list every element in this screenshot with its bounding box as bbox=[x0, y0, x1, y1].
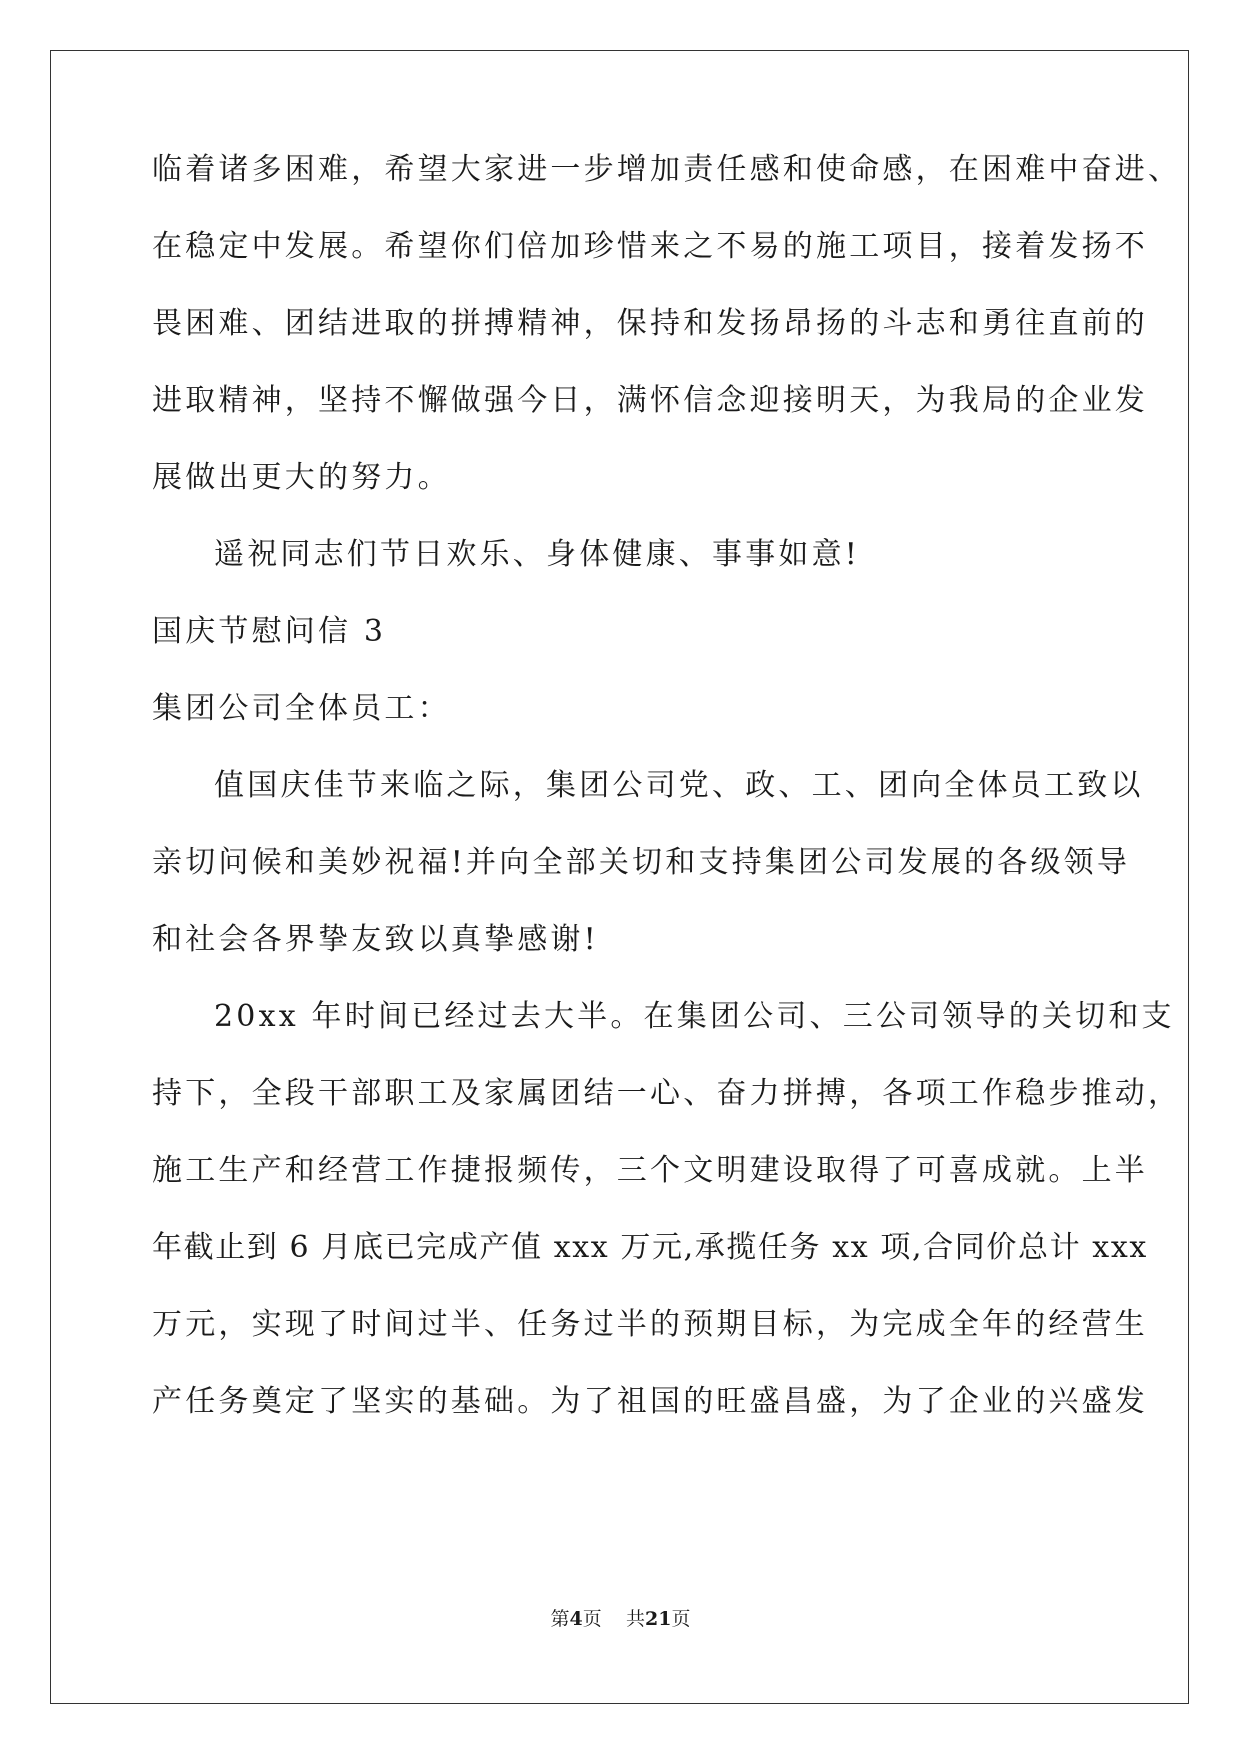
footer-total-prefix: 共 bbox=[625, 1608, 645, 1630]
total-page-count: 21 bbox=[644, 1608, 672, 1630]
footer-total-suffix: 页 bbox=[671, 1608, 691, 1630]
body-line-14: 施工生产和经营工作捷报频传，三个文明建设取得了可喜成就。上半 bbox=[152, 1153, 1148, 1188]
body-line-15: 年截止到 6 月底已完成产值 xxx 万元,承揽任务 xx 项,合同价总计 xxx bbox=[152, 1230, 1148, 1265]
body-line-16: 万元，实现了时间过半、任务过半的预期目标，为完成全年的经营生 bbox=[152, 1307, 1148, 1342]
body-line-3: 畏困难、团结进取的拼搏精神，保持和发扬昂扬的斗志和勇往直前的 bbox=[152, 306, 1148, 341]
body-line-12: 20xx 年时间已经过去大半。在集团公司、三公司领导的关切和支 bbox=[214, 999, 1175, 1034]
body-line-10: 亲切问候和美妙祝福!并向全部关切和支持集团公司发展的各级领导 bbox=[152, 845, 1131, 880]
section-heading: 国庆节慰问信 3 bbox=[152, 614, 387, 649]
body-line-4: 进取精神，坚持不懈做强今日，满怀信念迎接明天，为我局的企业发 bbox=[152, 383, 1148, 418]
body-line-11: 和社会各界挚友致以真挚感谢! bbox=[152, 922, 599, 957]
body-line-5: 展做出更大的努力。 bbox=[152, 460, 451, 495]
salutation: 集团公司全体员工： bbox=[152, 691, 451, 726]
body-line-9: 值国庆佳节来临之际，集团公司党、政、工、团向全体员工致以 bbox=[214, 768, 1144, 803]
greeting-paragraph: 遥祝同志们节日欢乐、身体健康、事事如意! bbox=[214, 537, 861, 572]
body-line-2: 在稳定中发展。希望你们倍加珍惜来之不易的施工项目，接着发扬不 bbox=[152, 229, 1148, 264]
footer-prefix: 第 bbox=[550, 1608, 570, 1630]
footer-page-word: 页 bbox=[582, 1608, 602, 1630]
body-line-1: 临着诸多困难，希望大家进一步增加责任感和使命感，在困难中奋进、 bbox=[152, 152, 1182, 187]
body-line-13: 持下，全段干部职工及家属团结一心、奋力拼搏，各项工作稳步推动， bbox=[152, 1076, 1182, 1111]
page-footer bbox=[0, 1607, 1241, 1631]
current-page-number: 4 bbox=[569, 1608, 583, 1630]
body-line-17: 产任务奠定了坚实的基础。为了祖国的旺盛昌盛，为了企业的兴盛发 bbox=[152, 1384, 1148, 1419]
